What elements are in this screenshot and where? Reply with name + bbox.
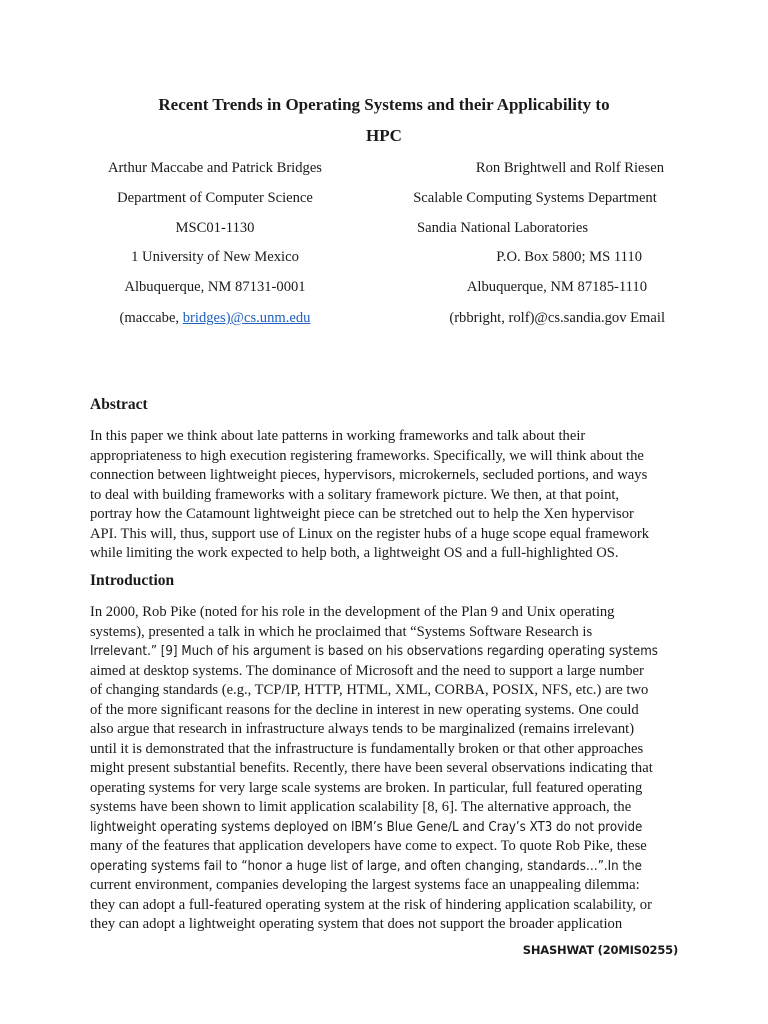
intro-line: of changing standards (e.g., TCP/IP, HTTP, HTML, XML, CORBA, POSIX, NFS, etc.) are two (90, 682, 649, 698)
intro-line: lightweight operating systems deployed on IBM’s Blue Gene/L and Cray’s XT3 do not provide (90, 819, 643, 835)
intro-line: also argue that research in infrastructure always tends to be marginalized (remains irrelevant) (90, 721, 635, 737)
introduction-heading: Introduction (90, 572, 175, 589)
right-pobox: P.O. Box 5800; MS 1110 (496, 249, 642, 265)
right-authors: Ron Brightwell and Rolf Riesen (475, 160, 664, 176)
intro-line: they can adopt a full-featured operating system at the risk of hindering application scalability, or (90, 896, 652, 913)
abstract-line: to deal with building frameworks with a solitary framework picture. We then, at that point, (90, 486, 620, 503)
abstract-heading: Abstract (90, 396, 148, 413)
intro-line: systems have been shown to limit application scalability [8, 6]. The alternative approach, the (90, 799, 632, 815)
footer-author-tag: SHASHWAT (20MIS0255) (522, 943, 678, 957)
right-email: (rbbright, rolf)@cs.sandia.gov Email (449, 310, 665, 326)
title-line-2: HPC (366, 126, 402, 145)
intro-line: systems), presented a talk in which he proclaimed that “Systems Software Research is (90, 623, 593, 640)
intro-line: current environment, companies developing the largest systems face an unappealing dilemma: (90, 877, 640, 893)
intro-line: might present substantial benefits. Recently, there have been several observations indicating that (90, 760, 653, 776)
introduction-body (90, 603, 680, 935)
left-city: Albuquerque, NM 87131-0001 (124, 279, 306, 295)
right-department: Scalable Computing Systems Department (413, 190, 657, 206)
abstract-line: API. This will, thus, support use of Linux on the register hubs of a huge scope equal framework (90, 525, 650, 542)
title-line-1: Recent Trends in Operating Systems and their Applicability to (158, 95, 610, 114)
left-email (95, 309, 335, 327)
abstract-line: connection between lightweight pieces, hypervisors, microkernels, secluded portions, and ways (90, 467, 648, 483)
left-authors: Arthur Maccabe and Patrick Bridges (108, 160, 322, 176)
intro-line: In 2000, Rob Pike (noted for his role in the development of the Plan 9 and Unix operating (90, 604, 615, 620)
intro-line: Irrelevant.” [9] Much of his argument is based on his observations regarding operating systems (90, 644, 658, 659)
intro-line: until it is demonstrated that the infrastructure is fundamentally broken or that other approaches (90, 740, 644, 757)
left-department: Department of Computer Science (117, 190, 313, 206)
intro-line: operating systems for very large scale systems are broken. In particular, full featured operating (90, 779, 643, 796)
intro-line: of the more significant reasons for the decline in interest in new operating systems. One could (90, 701, 639, 718)
intro-line: they can adopt a lightweight operating system that does not support the broader application (90, 916, 623, 932)
intro-line: operating systems fail to “honor a huge list of large, and often changing, standards…”.In the (90, 858, 642, 874)
abstract-line: In this paper we think about late patterns in working frameworks and talk about their (90, 428, 586, 444)
intro-line: aimed at desktop systems. The dominance of Microsoft and the need to support a large number (90, 662, 644, 679)
abstract-body (90, 427, 680, 564)
right-lab: Sandia National Laboratories (417, 220, 589, 236)
left-university: 1 University of New Mexico (131, 249, 299, 265)
paper-title (90, 89, 678, 151)
abstract-line: while limiting the work expected to help both, a lightweight OS and a full-highlighted OS. (90, 545, 619, 561)
email-link[interactable]: bridges)@cs.unm.edu (182, 310, 311, 326)
abstract-line: portray how the Catamount lightweight piece can be stretched out to help the Xen hypervisor (90, 506, 634, 522)
left-email-prefix: (maccabe, (119, 310, 183, 326)
abstract-line: appropriateness to high execution registering frameworks. Specifically, we will think about the (90, 447, 644, 464)
intro-line: many of the features that application developers have come to expect. To quote Rob Pike, these (90, 838, 647, 854)
left-mailstop: MSC01-1130 (175, 220, 255, 236)
right-city: Albuquerque, NM 87185-1110 (466, 279, 647, 295)
